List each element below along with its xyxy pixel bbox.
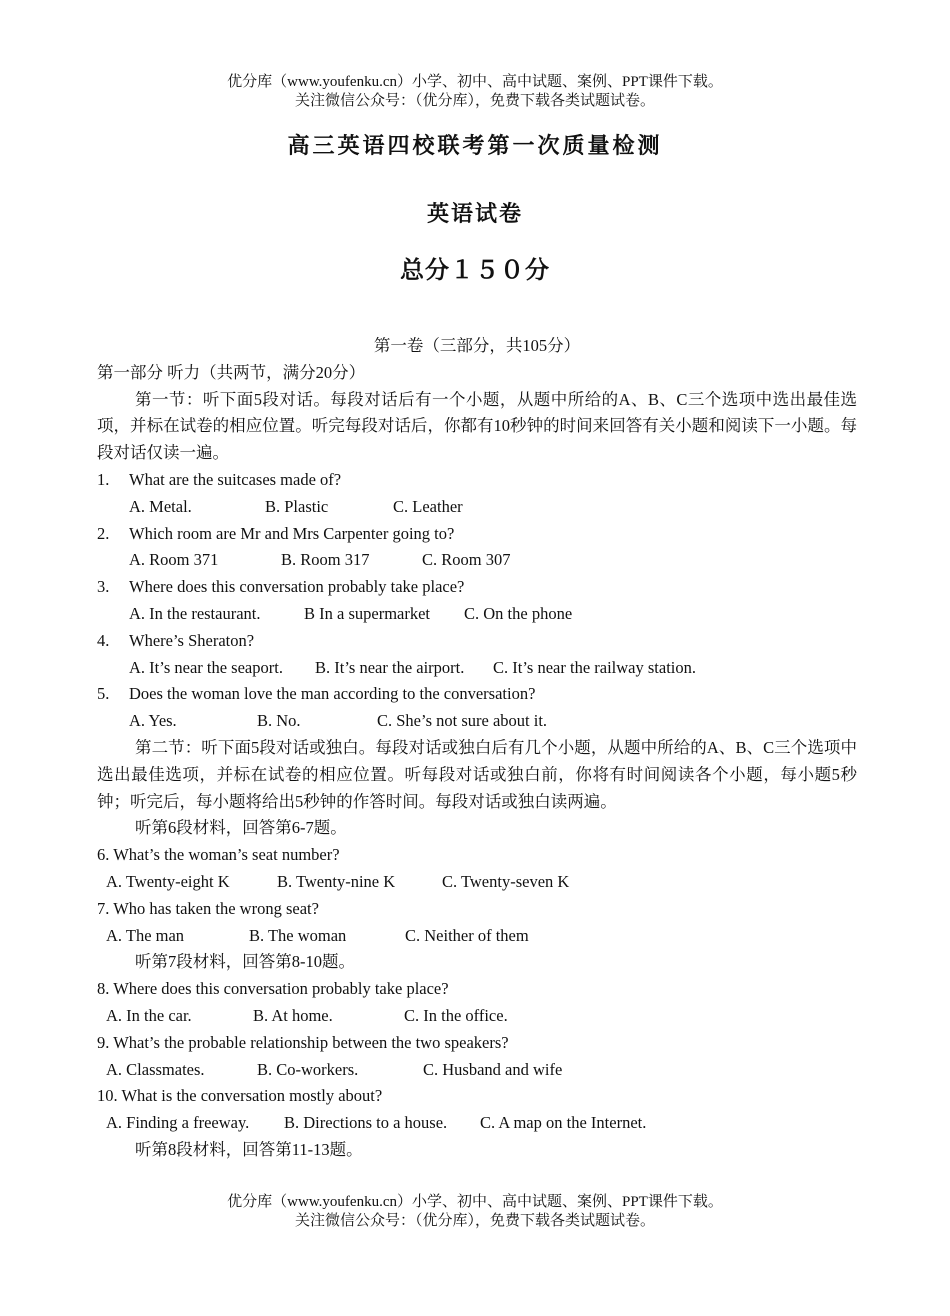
question-number: 2.: [97, 523, 110, 543]
material-8-instruction: 听第8段材料，回答第11-13题。: [135, 1139, 363, 1159]
material-6-instruction: 听第6段材料，回答第6-7题。: [135, 818, 347, 838]
footer-line-2: 关注微信公众号：（优分库），免费下载各类试题试卷。: [294, 1213, 655, 1229]
question-2-options: [97, 547, 857, 574]
footer-line-1: 优分库（www.youfenku.cn）小学、初中、高中试题、案例、PPT课件下载。: [227, 1194, 723, 1210]
question-text: What are the suitcases made of?: [129, 469, 342, 489]
option-a: A. It’s near the seaport.: [129, 657, 283, 677]
option-a: A. Finding a freeway.: [106, 1113, 250, 1133]
question-text: Does the woman love the man according to the conversation?: [129, 684, 536, 704]
option-c: C. On the phone: [464, 603, 573, 623]
question-3-options: [97, 601, 857, 628]
question-1-options: [97, 494, 857, 521]
option-a: A. Metal.: [129, 496, 192, 516]
question-text: Where’s Sheraton?: [129, 630, 255, 650]
option-b: B. Directions to a house.: [284, 1113, 448, 1133]
option-c: C. Husband and wife: [423, 1059, 563, 1079]
part1-heading: 第一部分 听力（共两节，满分20分）: [97, 362, 366, 382]
option-c: C. Leather: [393, 496, 463, 516]
option-c: C. Neither of them: [405, 925, 529, 945]
question-6: 6. What’s the woman’s seat number?: [97, 845, 340, 865]
option-a: A. The man: [106, 925, 185, 945]
header-line-1: 优分库（www.youfenku.cn）小学、初中、高中试题、案例、PPT课件下载。: [227, 74, 723, 90]
option-c: C. It’s near the railway station.: [493, 657, 696, 677]
option-a: A. Twenty-eight K: [106, 871, 230, 891]
option-c: C. She’s not sure about it.: [377, 711, 548, 731]
question-number: 4.: [97, 630, 110, 650]
question-5: [97, 681, 857, 708]
question-2: [97, 521, 857, 548]
option-b: B. The woman: [249, 925, 347, 945]
option-c: C. Room 307: [422, 550, 511, 570]
option-b: B. No.: [257, 711, 301, 731]
option-b: B. Plastic: [265, 496, 329, 516]
option-c: C. Twenty-seven K: [442, 871, 570, 891]
material-7-instruction: 听第7段材料，回答第8-10题。: [135, 952, 355, 972]
question-4-options: [97, 655, 857, 682]
question-number: 3.: [97, 577, 110, 597]
question-text: Where does this conversation probably take place?: [129, 577, 465, 597]
option-b: B. It’s near the airport.: [315, 657, 465, 677]
option-b: B. At home.: [253, 1005, 333, 1025]
option-c: C. A map on the Internet.: [480, 1113, 647, 1133]
option-a: A. Room 371: [129, 550, 219, 570]
option-c: C. In the office.: [404, 1005, 508, 1025]
question-9-options: [97, 1057, 857, 1084]
question-1: [97, 467, 857, 494]
page-header: [0, 73, 950, 111]
question-9: 9. What’s the probable relationship between the two speakers?: [97, 1032, 509, 1052]
section2-instructions: 第二节：听下面5段对话或独白。每段对话或独白后有几个小题，从题中所给的A、B、C三个选项中选出最佳选项，并标在试卷的相应位置。听每段对话或独白前，你将有时间阅读各个小题，每小题5秒钟；听完后，每小题将给出5秒钟的作答时间。每段对话或独白读两遍。: [97, 737, 857, 811]
option-b: B. Twenty-nine K: [277, 871, 396, 891]
page-footer: [0, 1193, 950, 1231]
option-b: B. Co-workers.: [257, 1059, 359, 1079]
exam-body: [97, 333, 857, 1164]
question-number: 1.: [97, 469, 110, 489]
question-10: 10. What is the conversation mostly about?: [97, 1086, 383, 1106]
question-6-options: [97, 869, 857, 896]
question-number: 5.: [97, 684, 110, 704]
option-a: A. Yes.: [129, 711, 177, 731]
volume-heading: 第一卷（三部分，共105分）: [373, 336, 581, 355]
exam-subtitle: 英语试卷: [426, 202, 523, 227]
question-5-options: [97, 708, 857, 735]
option-a: A. In the car.: [106, 1005, 192, 1025]
option-a: A. In the restaurant.: [129, 603, 261, 623]
question-3: [97, 574, 857, 601]
total-score: 总分１５０分: [400, 256, 550, 284]
question-7: 7. Who has taken the wrong seat?: [97, 898, 319, 918]
question-10-options: [97, 1110, 857, 1137]
question-text: Which room are Mr and Mrs Carpenter going to?: [129, 523, 455, 543]
question-4: [97, 628, 857, 655]
option-a: A. Classmates.: [106, 1059, 205, 1079]
question-7-options: [97, 923, 857, 950]
question-8: 8. Where does this conversation probably take place?: [97, 979, 449, 999]
option-b: B In a supermarket: [304, 603, 430, 623]
question-8-options: [97, 1003, 857, 1030]
header-line-2: 关注微信公众号：（优分库），免费下载各类试题试卷。: [294, 93, 655, 109]
option-b: B. Room 317: [281, 550, 370, 570]
exam-title: 高三英语四校联考第一次质量检测: [287, 134, 663, 159]
section1-instructions: 第一节：听下面5段对话。每段对话后有一个小题，从题中所给的A、B、C三个选项中选出最佳选项，并标在试卷的相应位置。听完每段对话后，你都有10秒钟的时间来回答有关小题和阅读下一小题。每段对话仅读一遍。: [97, 389, 857, 463]
